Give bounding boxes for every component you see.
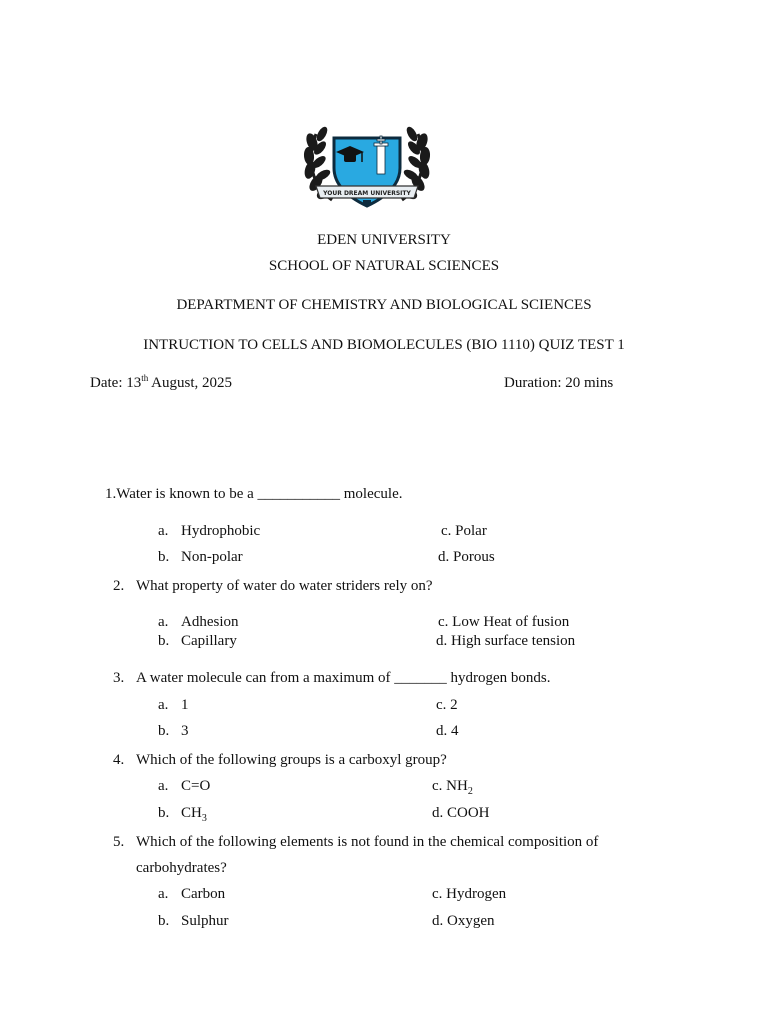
option-b: 3 — [181, 723, 189, 739]
option-b: Capillary — [181, 633, 237, 649]
question-5: Which of the following elements is not found in the chemical composition of — [136, 834, 599, 850]
course-title: INTRUCTION TO CELLS AND BIOMOLECULES (BIO 1110) QUIZ TEST 1 — [143, 337, 625, 353]
question-1: 1.Water is known to be a ___________ molecule. — [105, 486, 403, 502]
option-a: C=O — [181, 778, 211, 794]
question-number: 3. — [113, 670, 125, 686]
option-letter: a. — [158, 523, 169, 539]
option-c: c. Polar — [441, 523, 487, 539]
question-3: A water molecule can from a maximum of _______ hydrogen bonds. — [136, 670, 551, 686]
option-letter: b. — [158, 549, 170, 565]
option-d: d. Oxygen — [432, 913, 495, 929]
question-4: Which of the following groups is a carboxyl group? — [136, 752, 447, 768]
question-2: What property of water do water striders rely on? — [136, 578, 433, 594]
university-name: EDEN UNIVERSITY — [317, 232, 451, 248]
building-icon — [363, 200, 371, 205]
option-c: c. Hydrogen — [432, 886, 507, 902]
option-letter: b. — [158, 633, 170, 649]
option-letter: a. — [158, 778, 169, 794]
option-b: $CH_3$ — [181, 805, 207, 824]
option-a: 1 — [181, 697, 189, 713]
option-d: d. COOH — [432, 805, 490, 821]
option-b: Non-polar — [181, 549, 243, 565]
question-number: 5. — [113, 834, 125, 850]
option-c: c. $NH_2$ — [432, 778, 473, 797]
question-5-continued: carbohydrates? — [136, 860, 227, 876]
university-logo — [302, 116, 432, 212]
option-c: c. 2 — [436, 697, 458, 713]
option-letter: a. — [158, 886, 169, 902]
option-d: d. High surface tension — [436, 633, 576, 649]
option-letter: a. — [158, 697, 169, 713]
question-number: 4. — [113, 752, 125, 768]
option-letter: a. — [158, 614, 169, 630]
option-letter: b. — [158, 805, 170, 821]
option-a: Carbon — [181, 886, 226, 902]
school-name: SCHOOL OF NATURAL SCIENCES — [268, 258, 500, 274]
exam-date: Date: 13th August, 2025 — [90, 373, 233, 391]
department-name: DEPARTMENT OF CHEMISTRY AND BIOLOGICAL SCIENCES — [176, 297, 592, 313]
option-letter: b. — [158, 913, 170, 929]
option-c: c. Low Heat of fusion — [438, 614, 570, 630]
option-d: d. Porous — [438, 549, 495, 565]
option-d: d. 4 — [436, 723, 459, 739]
option-b: Sulphur — [181, 913, 229, 929]
question-number: 2. — [113, 578, 125, 594]
option-a: Adhesion — [181, 614, 239, 630]
exam-duration: Duration: 20 mins — [504, 375, 614, 391]
option-a: Hydrophobic — [181, 523, 261, 539]
ribbon-text: YOUR DREAM UNIVERSITY — [323, 190, 411, 197]
option-letter: b. — [158, 723, 170, 739]
